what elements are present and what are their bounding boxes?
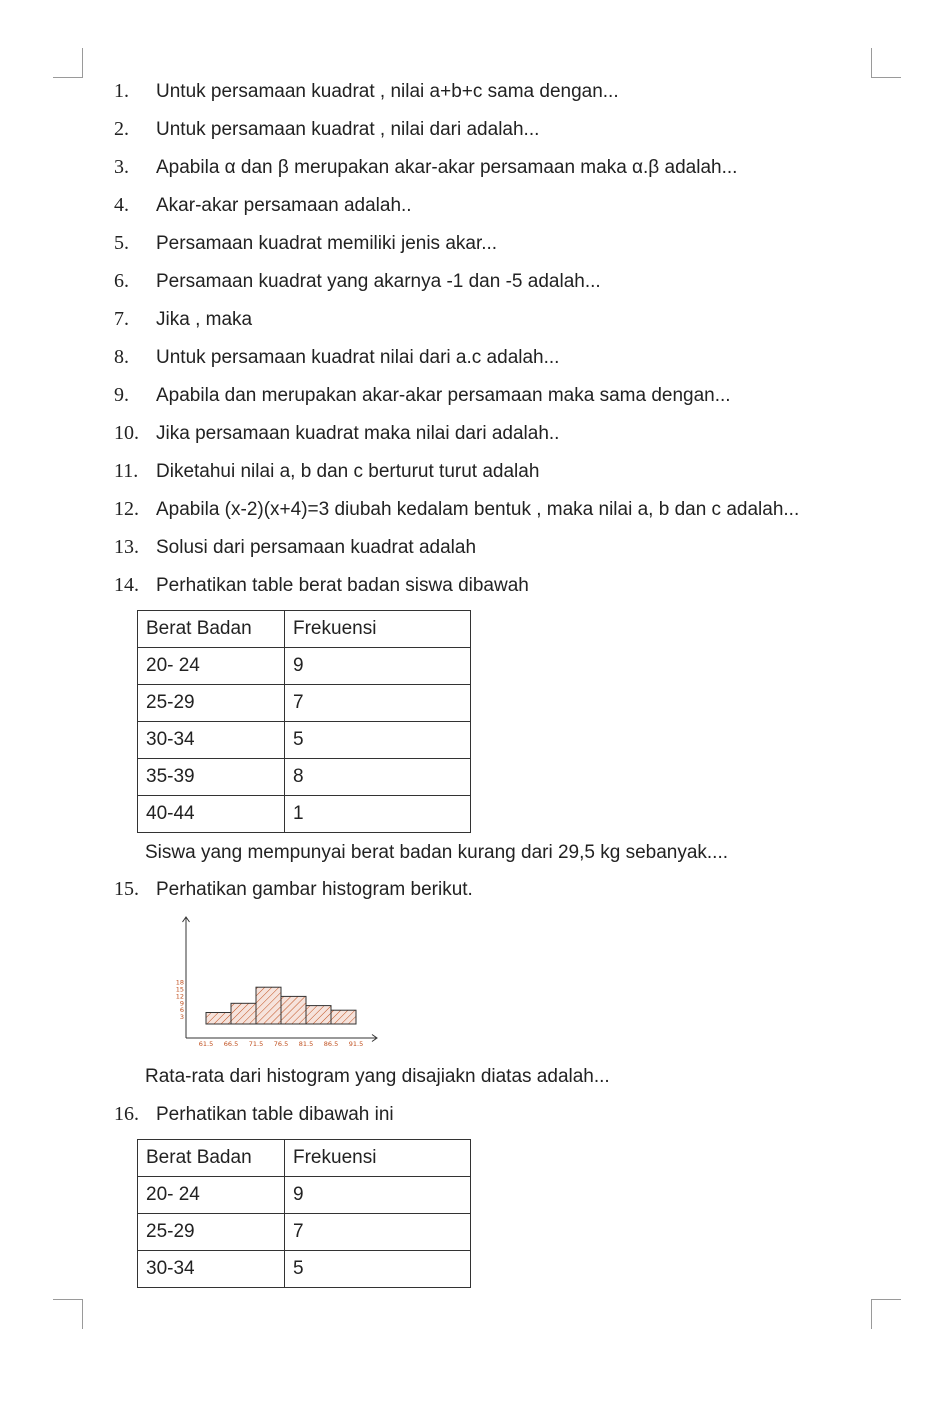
question-10 [114,421,559,446]
question-number: 10. [114,422,139,444]
question-text: Persamaan kuadrat memiliki jenis akar... [156,233,498,254]
crop-mark-bottom-left-v [82,1299,83,1329]
table-row [138,1214,471,1251]
crop-mark-top-left-h [53,77,83,78]
x-tick-label: 81.5 [298,1040,314,1048]
question-number: 12. [114,498,139,520]
table-cell: 25-29 [138,1214,285,1251]
question-text: Perhatikan gambar histogram berikut. [156,879,473,900]
question-text: Apabila α dan β merupakan akar-akar persamaan maka α.β adalah... [156,157,738,178]
x-tick-label: 76.5 [273,1040,289,1048]
question-text: Persamaan kuadrat yang akarnya -1 dan -5 adalah... [156,271,601,292]
question-7 [114,307,252,332]
question-9 [114,383,731,408]
table-cell: 5 [285,722,471,759]
crop-mark-top-right-h [871,77,901,78]
question-number: 11. [114,460,139,482]
question-number: 14. [114,574,139,596]
question-text: Jika , maka [156,309,253,330]
x-tick-label: 86.5 [323,1040,339,1048]
table-cell: 20- 24 [138,1177,285,1214]
question-15-note: Rata-rata dari histogram yang disajiakn diatas adalah... [145,1066,610,1087]
question-text: Untuk persamaan kuadrat , nilai a+b+c sama dengan... [156,81,619,102]
table-row [138,1251,471,1288]
crop-mark-top-left-v [82,48,83,78]
question-number: 6. [114,270,129,292]
question-16 [114,1102,394,1127]
question-13 [114,535,476,560]
histogram-bar [256,987,281,1024]
x-tick-label: 61.5 [198,1040,214,1048]
table-header-row [138,611,471,648]
question-3 [114,155,737,180]
table-row [138,648,471,685]
table-cell: 8 [285,759,471,796]
question-text: Apabila dan merupakan akar-akar persamaan maka sama dengan... [156,385,731,406]
histogram-bar [306,1006,331,1024]
table-header-cell: Berat Badan [138,611,285,648]
crop-mark-bottom-left-h [53,1299,83,1300]
question-15 [114,877,473,902]
table-cell: 9 [285,1177,471,1214]
question-text: Perhatikan table berat badan siswa dibawah [156,575,529,596]
histogram-bar [331,1010,356,1024]
table-cell: 35-39 [138,759,285,796]
histogram-bar [281,996,306,1024]
y-tick-label: 18 [175,978,184,987]
weight-frequency-table-14 [137,610,471,833]
question-number: 1. [114,80,129,102]
question-number: 13. [114,536,139,558]
table-row [138,1177,471,1214]
table-cell: 40-44 [138,796,285,833]
question-text: Jika persamaan kuadrat maka nilai dari adalah.. [156,423,560,444]
question-number: 8. [114,346,129,368]
question-12 [114,497,799,522]
crop-mark-bottom-right-h [871,1299,901,1300]
question-text: Untuk persamaan kuadrat , nilai dari adalah... [156,119,540,140]
y-tick-label: 3 [179,1013,184,1022]
question-text: Solusi dari persamaan kuadrat adalah [156,537,477,558]
question-5 [114,231,497,256]
table-cell: 7 [285,685,471,722]
table-cell: 20- 24 [138,648,285,685]
question-text: Akar-akar persamaan adalah.. [156,195,412,216]
question-number: 7. [114,308,129,330]
question-text: Diketahui nilai a, b dan c berturut turut adalah [156,461,540,482]
question-8 [114,345,559,370]
x-tick-label: 71.5 [248,1040,264,1048]
question-2 [114,117,539,142]
question-text: Untuk persamaan kuadrat nilai dari a.c adalah... [156,347,560,368]
question-number: 3. [114,156,129,178]
question-14 [114,573,529,598]
y-tick-label: 6 [179,1006,184,1015]
table-header-cell: Frekuensi [285,1140,471,1177]
table-cell: 30-34 [138,1251,285,1288]
question-number: 16. [114,1103,139,1125]
question-4 [114,193,412,218]
question-number: 5. [114,232,129,254]
table-cell: 9 [285,648,471,685]
question-number: 15. [114,878,139,900]
question-1 [114,79,619,104]
table-row [138,796,471,833]
table-cell: 5 [285,1251,471,1288]
table-header-cell: Berat Badan [138,1140,285,1177]
question-11 [114,459,539,484]
histogram-chart [170,912,385,1057]
question-number: 2. [114,118,129,140]
x-tick-label: 91.5 [348,1040,364,1048]
table-header-row [138,1140,471,1177]
table-header-cell: Frekuensi [285,611,471,648]
y-tick-label: 12 [175,992,184,1001]
table-row [138,759,471,796]
x-tick-label: 66.5 [223,1040,239,1048]
table-cell: 7 [285,1214,471,1251]
table-cell: 25-29 [138,685,285,722]
table-cell: 1 [285,796,471,833]
weight-frequency-table-16 [137,1139,471,1288]
question-6 [114,269,601,294]
histogram-bar [231,1003,256,1024]
question-text: Apabila (x-2)(x+4)=3 diubah kedalam bentuk , maka nilai a, b dan c adalah... [156,499,800,520]
y-tick-label: 15 [175,985,184,994]
question-text: Perhatikan table dibawah ini [156,1104,394,1125]
y-tick-label: 9 [179,999,184,1008]
table-cell: 30-34 [138,722,285,759]
crop-mark-top-right-v [871,48,872,78]
crop-mark-bottom-right-v [871,1299,872,1329]
table-row [138,685,471,722]
question-number: 4. [114,194,129,216]
table-row [138,722,471,759]
question-14-note: Siswa yang mempunyai berat badan kurang dari 29,5 kg sebanyak.... [145,842,729,863]
histogram-bar [206,1013,231,1025]
question-number: 9. [114,384,129,406]
